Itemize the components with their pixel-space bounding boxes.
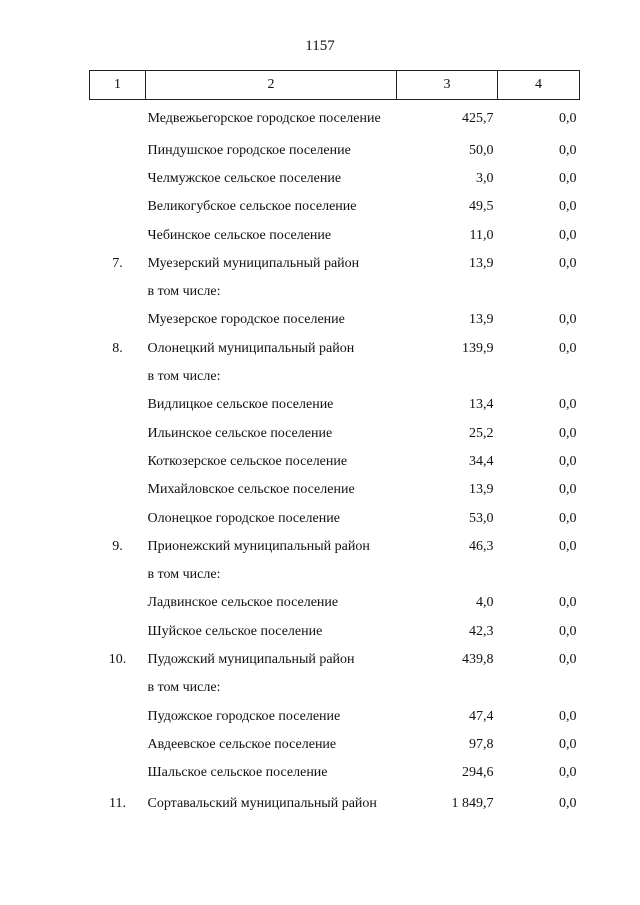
row-name: Олонецкое городское поселение: [147, 510, 340, 526]
row-value-col4: [498, 674, 580, 702]
table-row: [90, 221, 580, 249]
row-value-col4: [498, 277, 580, 305]
table-row: [90, 419, 580, 447]
row-number: [90, 193, 146, 221]
row-value-col4: 0,0: [559, 110, 577, 126]
table-row: [90, 476, 580, 504]
row-value-col3: [397, 362, 498, 390]
row-name: Челмужское сельское поселение: [147, 170, 342, 186]
row-value-col3: 53,0: [469, 510, 494, 526]
header-row: [90, 71, 580, 100]
row-name: Прионежский муниципальный район: [147, 538, 370, 554]
row-value-col4: 0,0: [559, 736, 577, 752]
row-number: [90, 759, 146, 787]
row-number: [90, 560, 146, 588]
row-number: [90, 100, 146, 137]
row-value-col4: 0,0: [559, 510, 577, 526]
row-number: [90, 702, 146, 730]
row-value-col4: 0,0: [559, 397, 577, 413]
row-value-col4: [498, 362, 580, 390]
row-number: [90, 391, 146, 419]
row-name: Видлицкое сельское поселение: [147, 397, 334, 413]
row-number: [90, 617, 146, 645]
table-row: [90, 532, 580, 560]
row-number: [90, 504, 146, 532]
row-value-col4: 0,0: [559, 199, 577, 215]
row-name: Великогубское сельское поселение: [147, 199, 357, 215]
row-number: [90, 589, 146, 617]
table-row: [90, 362, 580, 390]
row-value-col3: 49,5: [469, 199, 494, 215]
row-value-col4: 0,0: [559, 340, 577, 356]
row-number: [90, 362, 146, 390]
row-value-col3: 139,9: [462, 340, 494, 356]
row-name: в том числе:: [147, 567, 221, 583]
row-value-col3: 13,4: [469, 397, 494, 413]
row-name: Сортавальский муниципальный район: [147, 796, 377, 812]
table-row: [90, 391, 580, 419]
row-name: Авдеевское сельское поселение: [147, 736, 337, 752]
row-value-col4: 0,0: [559, 312, 577, 328]
row-number: [90, 674, 146, 702]
table-row: [90, 645, 580, 673]
row-value-col3: 25,2: [469, 425, 494, 441]
row-number: [90, 136, 146, 164]
row-name: Чебинское сельское поселение: [147, 227, 332, 243]
row-number: [90, 447, 146, 475]
row-name: Олонецкий муниципальный район: [147, 340, 355, 356]
row-value-col3: 294,6: [462, 765, 494, 781]
table-row: [90, 334, 580, 362]
table-row: [90, 589, 580, 617]
row-name: Пудожский муниципальный район: [147, 651, 355, 667]
row-number: 8.: [112, 340, 123, 356]
table-row: [90, 787, 580, 821]
row-value-col4: 0,0: [559, 796, 577, 812]
row-value-col4: 0,0: [559, 623, 577, 639]
row-name: Муезерский муниципальный район: [147, 255, 360, 271]
row-value-col3: [397, 560, 498, 588]
row-name: в том числе:: [147, 369, 221, 385]
row-name: Муезерское городское поселение: [147, 312, 345, 328]
table-row: [90, 277, 580, 305]
row-value-col4: 0,0: [559, 227, 577, 243]
row-value-col4: 0,0: [559, 142, 577, 158]
table-row: [90, 617, 580, 645]
row-value-col3: 11,0: [469, 227, 494, 243]
row-name: Шальское сельское поселение: [147, 765, 328, 781]
row-name: в том числе:: [147, 284, 221, 300]
table-row: [90, 560, 580, 588]
row-value-col4: 0,0: [559, 482, 577, 498]
row-value-col3: [397, 674, 498, 702]
row-value-col4: 0,0: [559, 595, 577, 611]
table-row: [90, 164, 580, 192]
row-name: Шуйское сельское поселение: [147, 623, 323, 639]
row-value-col3: 4,0: [476, 595, 494, 611]
row-value-col4: 0,0: [559, 765, 577, 781]
row-number: [90, 306, 146, 334]
row-name: Михайловское сельское поселение: [147, 482, 355, 498]
table-body: [90, 100, 580, 821]
row-value-col3: 13,9: [469, 482, 494, 498]
column-header-4: 4: [498, 71, 580, 100]
row-value-col4: 0,0: [559, 255, 577, 271]
row-value-col3: 3,0: [476, 170, 494, 186]
row-name: Коткозерское сельское поселение: [147, 453, 348, 469]
column-header-3: 3: [397, 71, 498, 100]
table-row: [90, 100, 580, 137]
row-value-col4: 0,0: [559, 425, 577, 441]
row-name: Пудожское городское поселение: [147, 708, 341, 724]
table-row: [90, 249, 580, 277]
page-number: 1157: [305, 38, 335, 54]
table-row: [90, 674, 580, 702]
row-number: [90, 164, 146, 192]
row-number: 11.: [109, 796, 126, 812]
row-value-col4: [498, 560, 580, 588]
row-value-col4: 0,0: [559, 708, 577, 724]
row-value-col3: 47,4: [469, 708, 494, 724]
row-value-col3: 42,3: [469, 623, 494, 639]
table-row: [90, 306, 580, 334]
row-value-col3: 13,9: [469, 312, 494, 328]
row-number: [90, 730, 146, 758]
row-value-col4: 0,0: [559, 538, 577, 554]
table-row: [90, 504, 580, 532]
table-row: [90, 759, 580, 787]
row-value-col3: 50,0: [469, 142, 494, 158]
row-number: [90, 419, 146, 447]
row-number: 10.: [108, 651, 127, 667]
row-value-col3: 425,7: [462, 110, 494, 126]
table-row: [90, 136, 580, 164]
row-number: [90, 277, 146, 305]
row-value-col4: 0,0: [559, 170, 577, 186]
row-name: Медвежьегорское городское поселение: [147, 110, 381, 126]
row-value-col3: 13,9: [469, 255, 494, 271]
row-value-col3: [397, 277, 498, 305]
row-value-col3: 34,4: [469, 453, 494, 469]
row-name: Ладвинское сельское поселение: [147, 595, 339, 611]
row-name: Пиндушское городское поселение: [147, 142, 351, 158]
row-name: в том числе:: [147, 680, 221, 696]
row-number: [90, 476, 146, 504]
row-value-col3: 1 849,7: [451, 796, 494, 812]
row-value-col3: 46,3: [469, 538, 494, 554]
row-number: 9.: [112, 538, 123, 554]
row-value-col4: 0,0: [559, 453, 577, 469]
row-number: [90, 221, 146, 249]
table-row: [90, 702, 580, 730]
table-row: [90, 447, 580, 475]
table-row: [90, 193, 580, 221]
row-number: 7.: [112, 255, 123, 271]
row-value-col4: 0,0: [559, 651, 577, 667]
row-value-col3: 97,8: [469, 736, 494, 752]
row-name: Ильинское сельское поселение: [147, 425, 333, 441]
data-table: [89, 70, 580, 821]
table-row: [90, 730, 580, 758]
row-value-col3: 439,8: [462, 651, 494, 667]
column-header-1: 1: [90, 71, 146, 100]
column-header-2: 2: [146, 71, 397, 100]
